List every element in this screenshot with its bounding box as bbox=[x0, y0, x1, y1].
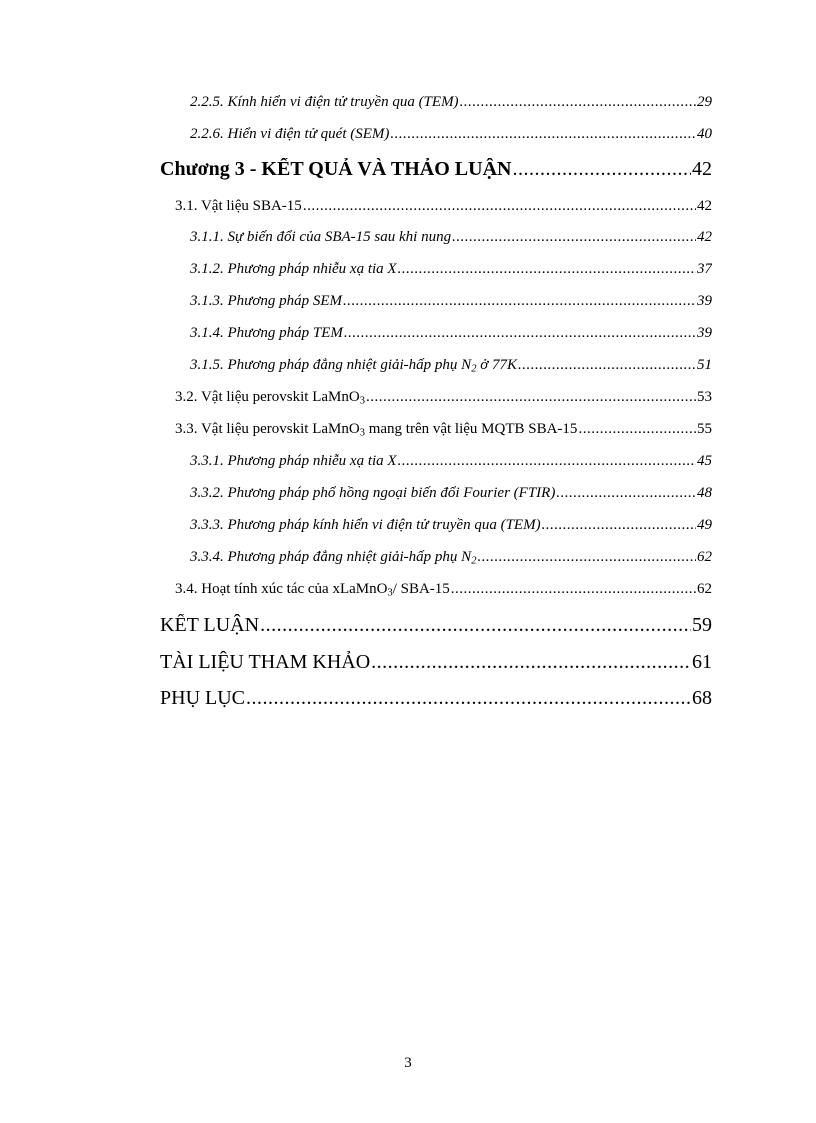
toc-section-entry[interactable] bbox=[160, 687, 712, 710]
toc-entry[interactable] bbox=[190, 549, 712, 566]
toc-entry-page: 42 bbox=[697, 229, 712, 245]
subscript: 3 bbox=[359, 427, 365, 438]
subscript: 3 bbox=[359, 395, 365, 406]
toc-entry-page: 53 bbox=[697, 389, 712, 405]
dot-leader bbox=[518, 357, 696, 374]
dot-leader bbox=[542, 517, 696, 534]
toc-section-entry[interactable] bbox=[160, 614, 712, 637]
dot-leader bbox=[371, 651, 691, 674]
toc-entry-label bbox=[175, 389, 365, 406]
toc-entry[interactable] bbox=[190, 325, 712, 342]
toc-entry[interactable] bbox=[175, 198, 712, 215]
dot-leader bbox=[303, 198, 696, 215]
toc-entry-page: 40 bbox=[697, 126, 712, 142]
toc-entry-label: TÀI LIỆU THAM KHẢO bbox=[160, 651, 371, 673]
toc-entry-page: 29 bbox=[697, 94, 712, 110]
toc-entry-label: 3.1.4. Phương pháp TEM bbox=[190, 325, 343, 341]
label-text: 3.1.5. Phương pháp đẳng nhiệt giải-hấp phụ N bbox=[190, 357, 472, 373]
toc-entry-label: 2.2.5. Kính hiển vi điện tử truyền qua (TEM) bbox=[190, 94, 459, 110]
dot-leader bbox=[556, 485, 696, 502]
toc-entry-label: KẾT LUẬN bbox=[160, 614, 260, 636]
toc-entry-page: 49 bbox=[697, 517, 712, 533]
dot-leader bbox=[578, 421, 696, 438]
subscript: 3 bbox=[387, 587, 393, 598]
label-text: / SBA-15 bbox=[392, 581, 450, 597]
toc-entry-page: 48 bbox=[697, 485, 712, 501]
label-text: 3.4. Hoạt tính xúc tác của xLaMnO bbox=[175, 581, 388, 597]
dot-leader bbox=[477, 549, 696, 566]
toc-entry-label: 3.1.3. Phương pháp SEM bbox=[190, 293, 343, 309]
toc-entry-page: 51 bbox=[697, 357, 712, 373]
toc-entry-page: 45 bbox=[697, 453, 712, 469]
toc-entry-label bbox=[190, 549, 476, 566]
toc-entry[interactable] bbox=[190, 229, 712, 246]
toc-entry-label: 3.3.2. Phương pháp phổ hồng ngoại biến đổi Fourier (FTIR) bbox=[190, 485, 556, 501]
toc-entry[interactable] bbox=[190, 357, 712, 374]
toc-entry[interactable] bbox=[190, 453, 712, 470]
toc-entry-page: 39 bbox=[697, 293, 712, 309]
toc-entry-label bbox=[175, 581, 450, 598]
toc-entry-page: 42 bbox=[697, 198, 712, 214]
dot-leader bbox=[246, 687, 691, 710]
toc-chapter-entry[interactable] bbox=[160, 158, 712, 181]
dot-leader bbox=[451, 581, 696, 598]
dot-leader bbox=[460, 94, 696, 111]
toc-entry-label: 3.1.1. Sự biến đổi của SBA-15 sau khi nung bbox=[190, 229, 452, 245]
dot-leader bbox=[512, 158, 691, 181]
toc-entry-page: 62 bbox=[697, 581, 712, 597]
toc-section-entry[interactable] bbox=[160, 651, 712, 674]
toc-entry[interactable] bbox=[175, 581, 712, 598]
dot-leader bbox=[398, 261, 696, 278]
label-text: 3.3.4. Phương pháp đẳng nhiệt giải-hấp phụ N bbox=[190, 549, 472, 565]
dot-leader bbox=[398, 453, 696, 470]
dot-leader bbox=[390, 126, 696, 143]
toc-entry[interactable] bbox=[190, 293, 712, 310]
dot-leader bbox=[452, 229, 696, 246]
toc-entry[interactable] bbox=[190, 94, 712, 111]
subscript: 2 bbox=[471, 363, 477, 374]
toc-entry-page: 55 bbox=[697, 421, 712, 437]
toc-entry[interactable] bbox=[175, 421, 712, 438]
toc-entry-label: 3.1.2. Phương pháp nhiễu xạ tia X bbox=[190, 261, 397, 277]
toc-entry-page: 42 bbox=[692, 158, 712, 180]
toc-entry[interactable] bbox=[190, 126, 712, 143]
toc-entry-page: 68 bbox=[692, 687, 712, 709]
label-text: 3.2. Vật liệu perovskit LaMnO bbox=[175, 389, 360, 405]
toc-entry-label: Chương 3 - KẾT QUẢ VÀ THẢO LUẬN bbox=[160, 158, 512, 180]
label-text: 3.3. Vật liệu perovskit LaMnO bbox=[175, 421, 360, 437]
subscript: 2 bbox=[471, 555, 477, 566]
toc-entry[interactable] bbox=[190, 517, 712, 534]
toc-entry-label: PHỤ LỤC bbox=[160, 687, 246, 709]
toc-entry[interactable] bbox=[190, 485, 712, 502]
label-text: mang trên vật liệu MQTB SBA-15 bbox=[364, 421, 578, 437]
dot-leader bbox=[366, 389, 696, 406]
toc-entry-label: 2.2.6. Hiển vi điện tử quét (SEM) bbox=[190, 126, 390, 142]
toc-entry[interactable] bbox=[175, 389, 712, 406]
toc-entry-page: 61 bbox=[692, 651, 712, 673]
toc-entry-page: 59 bbox=[692, 614, 712, 636]
toc-entry-label bbox=[190, 357, 517, 374]
toc-entry-page: 37 bbox=[697, 261, 712, 277]
toc-entry-page: 39 bbox=[697, 325, 712, 341]
toc-entry-label: 3.1. Vật liệu SBA-15 bbox=[175, 198, 302, 214]
toc-entry-page: 62 bbox=[697, 549, 712, 565]
toc-entry-label: 3.3.1. Phương pháp nhiễu xạ tia X bbox=[190, 453, 397, 469]
dot-leader bbox=[344, 325, 696, 342]
toc-entry[interactable] bbox=[190, 261, 712, 278]
toc-entry-label: 3.3.3. Phương pháp kính hiển vi điện tử truyền qua (TEM) bbox=[190, 517, 541, 533]
dot-leader bbox=[260, 614, 691, 637]
dot-leader bbox=[343, 293, 696, 310]
toc-entry-label bbox=[175, 421, 577, 438]
label-text: ở 77K bbox=[476, 357, 517, 373]
page-number: 3 bbox=[404, 1055, 412, 1071]
